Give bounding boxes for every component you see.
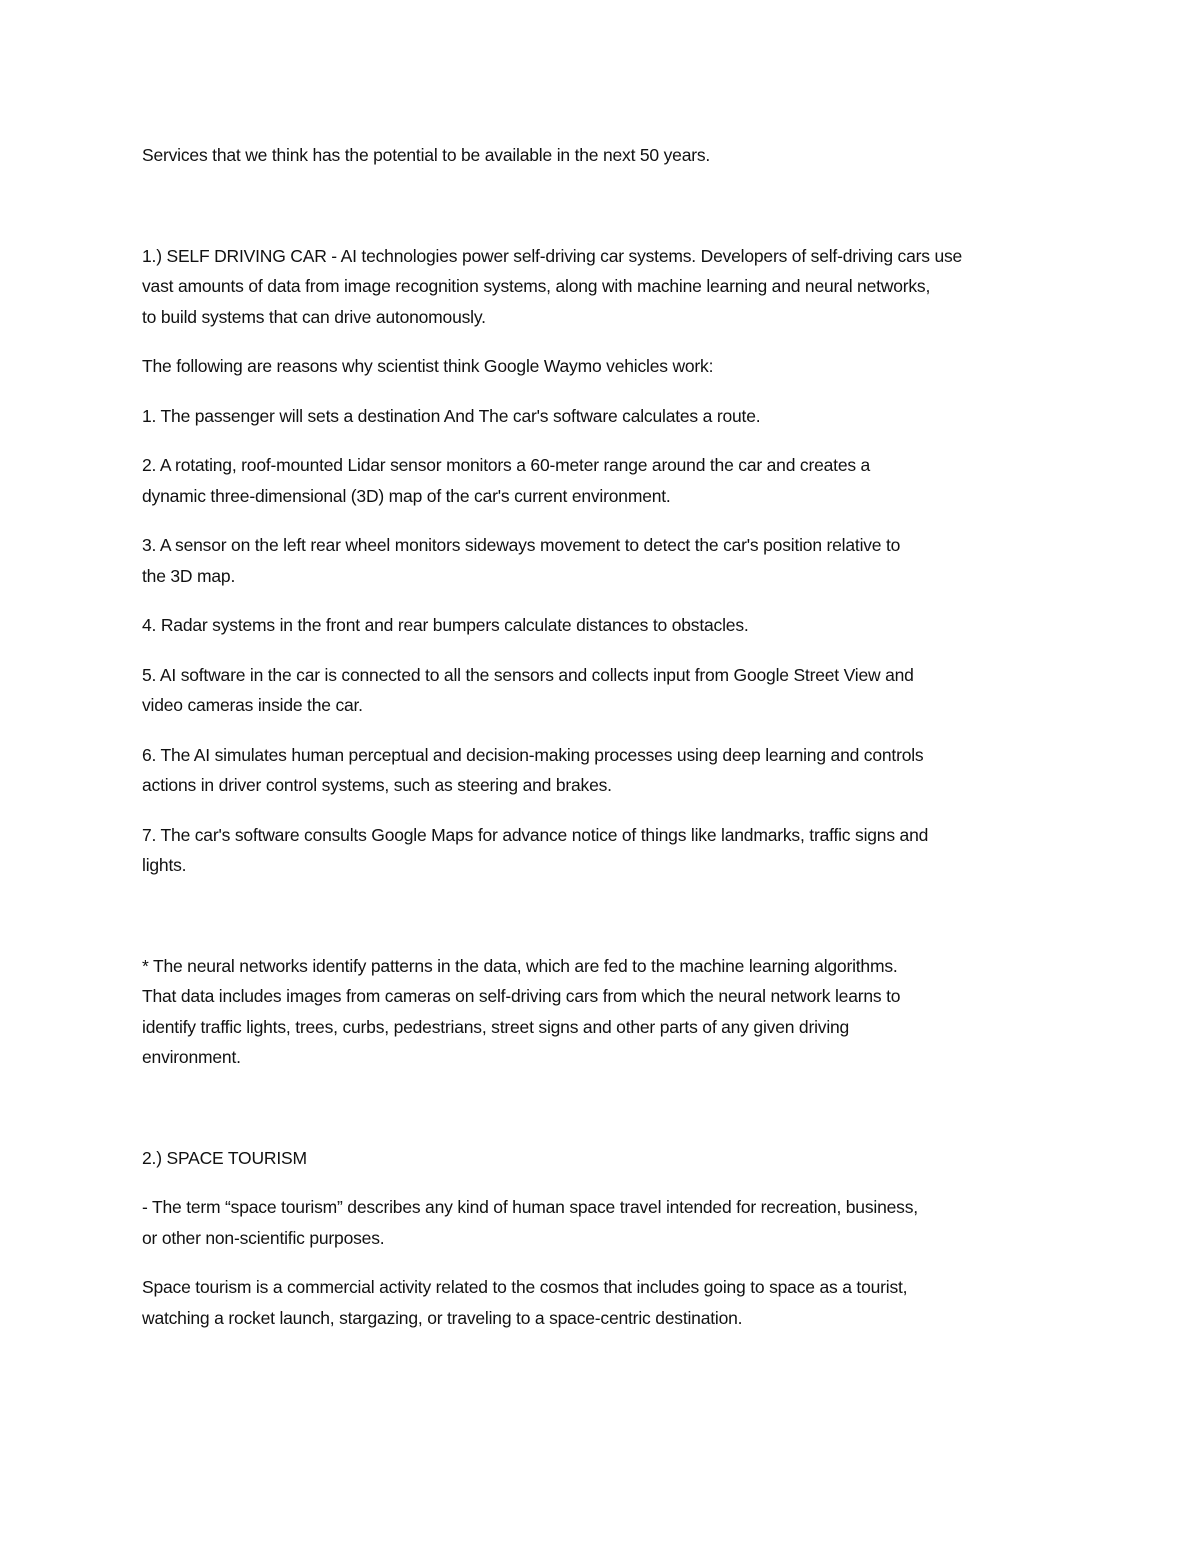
text-line: 1.) SELF DRIVING CAR - AI technologies power self-driving car systems. Developers of self-driving cars use: [142, 245, 963, 266]
text-line: 4. Radar systems in the front and rear bumpers calculate distances to obstacles.: [142, 615, 749, 635]
text-line: actions in driver control systems, such as steering and brakes.: [142, 775, 612, 795]
space-tourism-description: [142, 1272, 1062, 1333]
text-line: - The term “space tourism” describes any kind of human space travel intended for recreation, business,: [142, 1197, 918, 1217]
reason-item-6: [142, 740, 1062, 801]
text-line: video cameras inside the car.: [142, 695, 363, 715]
text-line: Space tourism is a commercial activity related to the cosmos that includes going to space as a tourist,: [142, 1277, 908, 1297]
text-line: dynamic three-dimensional (3D) map of the car's current environment.: [142, 485, 671, 506]
text-line: 3. A sensor on the left rear wheel monitors sideways movement to detect the car's position relative to: [142, 535, 901, 555]
reasons-intro: The following are reasons why scientist think Google Waymo vehicles work:: [142, 356, 714, 376]
text-line: the 3D map.: [142, 565, 236, 586]
text-line: lights.: [142, 855, 187, 875]
text-line: * The neural networks identify patterns in the data, which are fed to the machine learning algorithms.: [142, 955, 898, 976]
text-line: environment.: [142, 1047, 241, 1067]
intro-paragraph: Services that we think has the potential to be available in the next 50 years.: [142, 145, 711, 165]
reason-item-7: [142, 820, 1062, 881]
section1-heading-paragraph: [142, 241, 1062, 333]
document-body: [142, 140, 1062, 1352]
neural-network-note: [142, 951, 1062, 1073]
text-line: 2. A rotating, roof-mounted Lidar sensor monitors a 60-meter range around the car and creates a: [142, 455, 871, 475]
reason-item-4: [142, 610, 1062, 641]
text-line: to build systems that can drive autonomously.: [142, 306, 486, 327]
text-line: watching a rocket launch, stargazing, or traveling to a space-centric destination.: [142, 1307, 743, 1328]
section2-heading: 2.) SPACE TOURISM: [142, 1147, 307, 1168]
text-line: or other non-scientific purposes.: [142, 1227, 385, 1248]
reason-item-3: [142, 530, 1062, 591]
text-line: 6. The AI simulates human perceptual and decision-making processes using deep learning and controls: [142, 744, 924, 765]
space-tourism-definition: [142, 1192, 1062, 1253]
text-line: 5. AI software in the car is connected to all the sensors and collects input from Google Street View and: [142, 664, 914, 685]
reason-item-5: [142, 660, 1062, 721]
reason-item-2: [142, 450, 1062, 511]
text-line: 1. The passenger will sets a destination And The car's software calculates a route.: [142, 405, 761, 426]
text-line: 7. The car's software consults Google Maps for advance notice of things like landmarks, traffic signs and: [142, 824, 929, 845]
reason-item-1: [142, 401, 1062, 432]
text-line: vast amounts of data from image recognition systems, along with machine learning and neural networks,: [142, 276, 931, 296]
text-line: That data includes images from cameras on self-driving cars from which the neural network learns to: [142, 986, 901, 1006]
text-line: identify traffic lights, trees, curbs, pedestrians, street signs and other parts of any given driving: [142, 1016, 850, 1037]
